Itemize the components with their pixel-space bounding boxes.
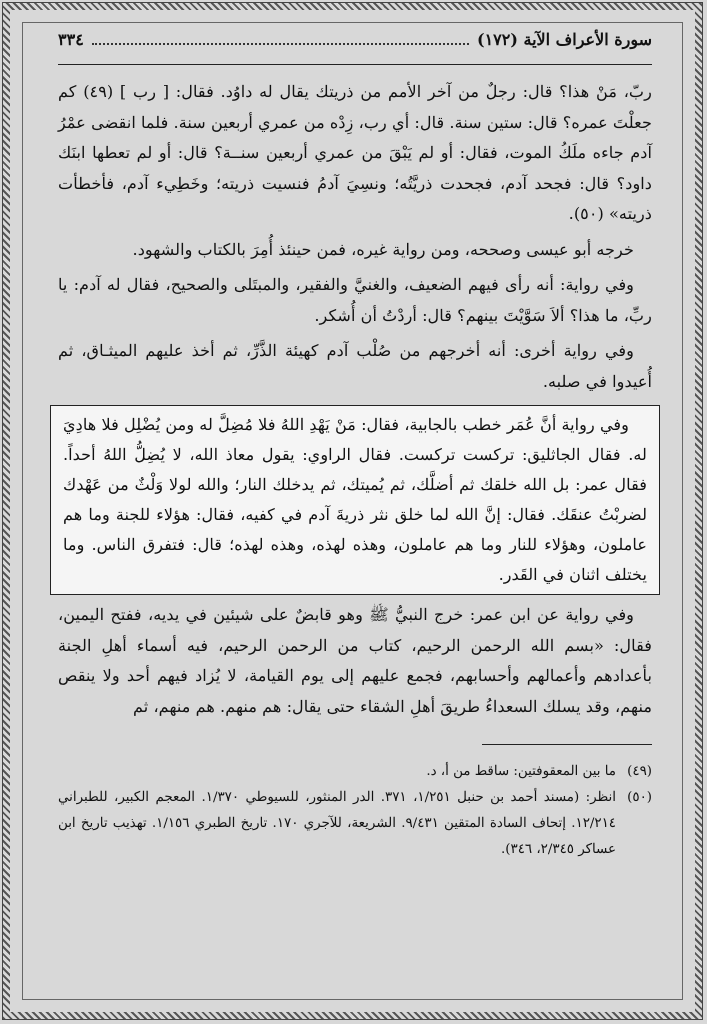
page-header (58, 30, 652, 58)
main-text (58, 77, 652, 722)
footnote-text: انظر: (مسند أحمد بن حنبل ١/٢٥١، ٣٧١. الدر المنثور، للسيوطي ١/٣٧٠. المعجم الكبير، للطبراني ١٢/٢١٤. إتحاف السادة المتقين ٩/٤٣١. الشريعة، للآجري ١٧٠. تاريخ الطبري ١/١٥٦. تهذيب تاريخ ابن عساكر ٢/٣٤٥، ٣٤٦). (58, 790, 616, 857)
boxed-paragraph: وفي رواية أنَّ عُمَر خطب بالجابية، فقال: مَنْ يَهْدِ اللهُ فلا مُضِلَّ له ومن يُضْلِل فلا هادِيَ له. فقال الجاثليق: تركست تركست. فقال الراوي: يقول معاذ الله، لا يُضِلُّ اللهُ أحداً. فقال عمر: بل الله خلقك ثم أضلَّك، ثم يُميتك، ثم يدخلك النار؛ والله لولا وَلْثٌ من عَهْدك لضربْتُ عنقَك. فقال: إنَّ الله لما خلق نثر ذريةَ آدم في كفيه، فقال: هؤلاء للجنة وما هم عاملون، وهؤلاء للنار وما هم عاملون، وهذه لهذه، وهذه لهذه؛ قال: فتفرق الناس. وما يختلف اثنان في القَدر. (50, 405, 660, 595)
book-page (58, 30, 652, 863)
paragraph-ibn-umar: وفي رواية عن ابن عمر: خرج النبيُّ ﷺ وهو قابضٌ على شيئين في يديه، ففتح اليمين، فقال: «بسم الله الرحمن الرحيم، كتاب من الرحمن الرحيم، فيه أسماء أهلِ الجنة بأعدادهم وأعمالهم وأحسابهم، فجمع عليهم إلى يوم القيامة، لا يُزاد فيهم أحد ولا ينقص منهم، وقد يسلك السعداءُ طريقَ أهلِ الشقاء حتى يقال: هم منهم. هم منهم، ثم (58, 605, 652, 716)
header-dot-leader (92, 33, 469, 45)
footnote-number: (٤٩) (627, 764, 652, 779)
page-number: ٣٣٤ (58, 30, 84, 49)
paragraph-continuation: ربّ، مَنْ هذا؟ قال: رجلٌ من آخر الأمم من ذريتك يقال له داوُد. فقال: [ رب ] (٤٩) كم جعلْتَ عمره؟ قال: ستين سنة. قال: أي رب، زِدْه من عمري أربعين سنة. فلما انقضى عمْرُ آدم جاءه ملَكُ الموت، فقال: أو لم يَبْقَ من عمري أربعين سنــة؟ قال: أو لم تعطها ابنَك داود؟ قال: فجحد آدم، فجحدت ذريَّتُه؛ ونسِيَ آدمُ فنسيت ذريته؛ وخَطِيء آدم، فأخطأت ذريته» (٥٠). (58, 82, 652, 223)
footnotes (58, 759, 652, 863)
footnote-separator (482, 744, 652, 745)
footnote-text: ما بين المعقوفتين: ساقط من أ، د. (426, 764, 616, 779)
paragraph-takhrij: خرجه أبو عيسى وصححه، ومن رواية غيره، فمن حينئذ أُمِرَ بالكتاب والشهود. (132, 239, 634, 259)
paragraph-riwaya-1: وفي رواية: أنه رأى فيهم الضعيف، والغنيَّ والفقير، والمبتَلى والصحيح، فقال له آدم: يا ربِّ، ما هذا؟ ألاَ سَوَّيْتَ بينهم؟ قال: أردْتُ أن أُشكر. (58, 275, 652, 325)
footnote-item (58, 759, 652, 785)
paragraph-riwaya-2: وفي رواية أخرى: أنه أخرجهم من صُلْب آدم كهيئة الذَّرِّ، ثم أخذ عليهم الميثـاق، ثم أُعيدوا في صلبه. (58, 341, 652, 391)
header-rule (58, 64, 652, 65)
footnote-number: (٥٠) (627, 790, 652, 805)
footnote-item (58, 785, 652, 863)
running-title: سورة الأعراف الآية (١٧٢) (477, 30, 652, 49)
